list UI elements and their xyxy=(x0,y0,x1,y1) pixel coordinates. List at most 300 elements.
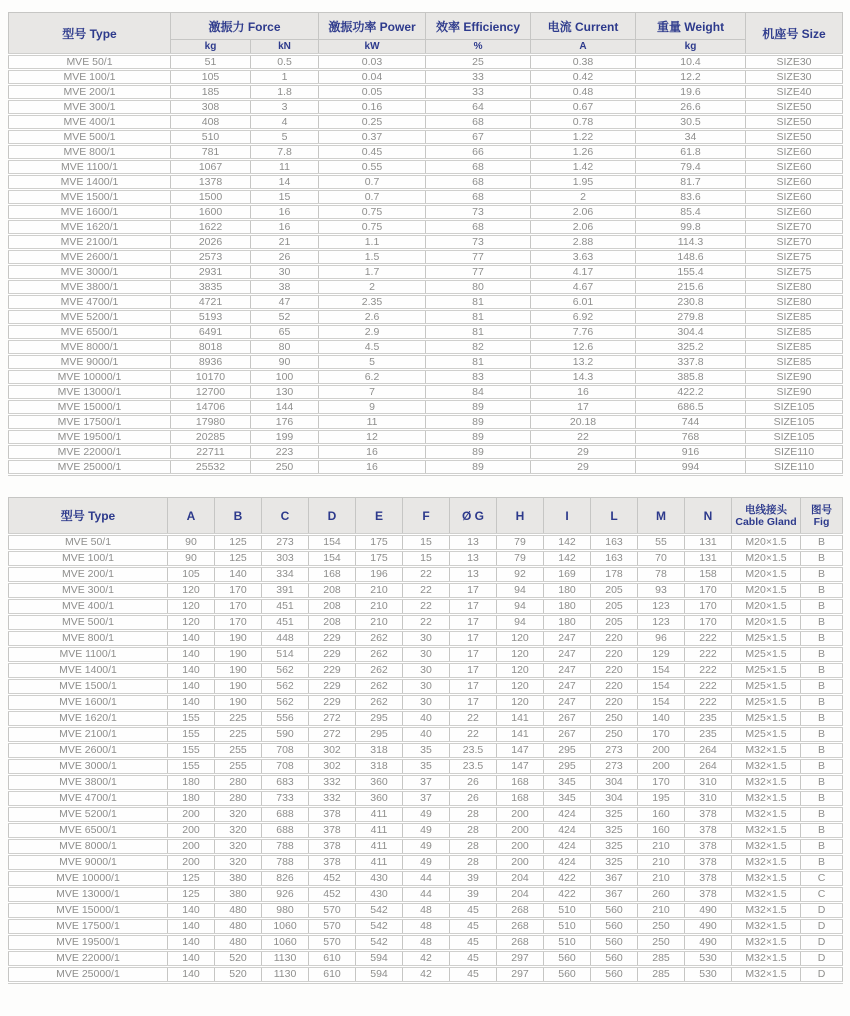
cell: M32×1.5 xyxy=(732,871,801,887)
cell: 147 xyxy=(497,759,544,775)
cell: 163 xyxy=(591,535,638,551)
cell: MVE 22000/1 xyxy=(9,951,168,967)
cell: 320 xyxy=(215,839,262,855)
cell: 140 xyxy=(638,711,685,727)
cell: 34 xyxy=(636,130,746,145)
cell: SIZE60 xyxy=(746,205,843,220)
table-row xyxy=(9,370,843,385)
performance-table xyxy=(8,12,843,476)
cell: SIZE105 xyxy=(746,430,843,445)
cell: M25×1.5 xyxy=(732,679,801,695)
cell: 22711 xyxy=(171,445,251,460)
cell: 1.7 xyxy=(319,265,426,280)
cell: 0.45 xyxy=(319,145,426,160)
cell: 304.4 xyxy=(636,325,746,340)
cell: MVE 1500/1 xyxy=(9,190,171,205)
cell: SIZE70 xyxy=(746,235,843,250)
cell: MVE 3000/1 xyxy=(9,759,168,775)
cell: 170 xyxy=(215,583,262,599)
cell: 0.7 xyxy=(319,190,426,205)
cell: 304 xyxy=(591,775,638,791)
cell: 530 xyxy=(685,951,732,967)
cell: M25×1.5 xyxy=(732,727,801,743)
cell: 1 xyxy=(251,70,319,85)
cell: 23.5 xyxy=(450,743,497,759)
cell: 82 xyxy=(426,340,531,355)
column-header-c: C xyxy=(262,498,309,535)
cell: 89 xyxy=(426,400,531,415)
cell: 222 xyxy=(685,647,732,663)
cell: 229 xyxy=(309,695,356,711)
cell: 744 xyxy=(636,415,746,430)
cell: 190 xyxy=(215,647,262,663)
column-header-a: A xyxy=(168,498,215,535)
cell: 140 xyxy=(168,631,215,647)
column-header-size: 机座号 Size xyxy=(746,13,843,55)
cell: 280 xyxy=(215,791,262,807)
cell: 80 xyxy=(426,280,531,295)
table-row xyxy=(9,871,843,887)
cell: 49 xyxy=(403,823,450,839)
cell: 250 xyxy=(591,711,638,727)
cell: 262 xyxy=(356,663,403,679)
cell: 160 xyxy=(638,823,685,839)
cell: MVE 3000/1 xyxy=(9,265,171,280)
cell: 220 xyxy=(591,695,638,711)
cell: 13 xyxy=(450,551,497,567)
cell: 19.6 xyxy=(636,85,746,100)
cell: 17 xyxy=(450,679,497,695)
cell: 0.05 xyxy=(319,85,426,100)
table-row xyxy=(9,727,843,743)
cell: 120 xyxy=(497,647,544,663)
cell: 255 xyxy=(215,759,262,775)
cell: 13 xyxy=(450,535,497,551)
cell: 268 xyxy=(497,903,544,919)
cell: MVE 500/1 xyxy=(9,130,171,145)
cell: 380 xyxy=(215,887,262,903)
cell: 30 xyxy=(403,647,450,663)
cell: 391 xyxy=(262,583,309,599)
cell: 26 xyxy=(450,791,497,807)
cell: MVE 100/1 xyxy=(9,70,171,85)
cell: 120 xyxy=(497,679,544,695)
cell: 12700 xyxy=(171,385,251,400)
column-header-type: 型号 Type xyxy=(9,13,171,55)
cell: M25×1.5 xyxy=(732,711,801,727)
table-row xyxy=(9,55,843,70)
cell: 45 xyxy=(450,951,497,967)
column-header-l: L xyxy=(591,498,638,535)
cell: 93 xyxy=(638,583,685,599)
cell: 29 xyxy=(531,460,636,475)
cell: 92 xyxy=(497,567,544,583)
cell: SIZE85 xyxy=(746,325,843,340)
cell: 16 xyxy=(251,220,319,235)
cell: MVE 17500/1 xyxy=(9,415,171,430)
cell: SIZE85 xyxy=(746,340,843,355)
cell: MVE 25000/1 xyxy=(9,967,168,983)
cell: 560 xyxy=(591,935,638,951)
performance-table-header xyxy=(9,13,843,55)
cell: SIZE30 xyxy=(746,70,843,85)
cell: 25 xyxy=(426,55,531,70)
cell: 64 xyxy=(426,100,531,115)
cell: 44 xyxy=(403,871,450,887)
cell: 90 xyxy=(251,355,319,370)
cell: MVE 1620/1 xyxy=(9,220,171,235)
cell: 170 xyxy=(685,599,732,615)
cell: 105 xyxy=(171,70,251,85)
cell: 1067 xyxy=(171,160,251,175)
cell: MVE 800/1 xyxy=(9,145,171,160)
cell: C xyxy=(801,887,843,903)
cell: MVE 2100/1 xyxy=(9,727,168,743)
cell: B xyxy=(801,791,843,807)
cell: M25×1.5 xyxy=(732,663,801,679)
table-row xyxy=(9,823,843,839)
cell: 26.6 xyxy=(636,100,746,115)
cell: 89 xyxy=(426,445,531,460)
cell: 77 xyxy=(426,265,531,280)
dimensions-table-header xyxy=(9,498,843,535)
cell: 12.6 xyxy=(531,340,636,355)
cell: MVE 13000/1 xyxy=(9,385,171,400)
cell: 210 xyxy=(638,871,685,887)
cell: 411 xyxy=(356,807,403,823)
cell: 378 xyxy=(685,823,732,839)
cell: 80 xyxy=(251,340,319,355)
cell: 367 xyxy=(591,871,638,887)
cell: 980 xyxy=(262,903,309,919)
cell: B xyxy=(801,743,843,759)
cell: SIZE60 xyxy=(746,190,843,205)
cell: 180 xyxy=(544,615,591,631)
cell: 55 xyxy=(638,535,685,551)
cell: 190 xyxy=(215,679,262,695)
cell: 155.4 xyxy=(636,265,746,280)
cell: SIZE80 xyxy=(746,295,843,310)
cell: 0.38 xyxy=(531,55,636,70)
cell: 2931 xyxy=(171,265,251,280)
cell: 295 xyxy=(544,759,591,775)
cell: 411 xyxy=(356,855,403,871)
cell: 155 xyxy=(168,727,215,743)
cell: 510 xyxy=(544,935,591,951)
cell: 94 xyxy=(497,599,544,615)
table-row xyxy=(9,887,843,903)
cell: 45 xyxy=(450,935,497,951)
cell: MVE 1100/1 xyxy=(9,647,168,663)
cell: 94 xyxy=(497,583,544,599)
table-row xyxy=(9,695,843,711)
cell: 200 xyxy=(168,807,215,823)
cell: 430 xyxy=(356,887,403,903)
cell: 28 xyxy=(450,855,497,871)
cell: 424 xyxy=(544,823,591,839)
cell: 268 xyxy=(497,919,544,935)
cell: 378 xyxy=(309,823,356,839)
table-row xyxy=(9,100,843,115)
cell: 26 xyxy=(251,250,319,265)
cell: 916 xyxy=(636,445,746,460)
cell: M25×1.5 xyxy=(732,695,801,711)
cell: 510 xyxy=(544,919,591,935)
cell: 12 xyxy=(319,430,426,445)
cell: 304 xyxy=(591,791,638,807)
cell: 120 xyxy=(497,631,544,647)
cell: MVE 1400/1 xyxy=(9,175,171,190)
cell: 0.75 xyxy=(319,220,426,235)
cell: 168 xyxy=(497,791,544,807)
cell: MVE 8000/1 xyxy=(9,340,171,355)
cell: 204 xyxy=(497,887,544,903)
cell: MVE 19500/1 xyxy=(9,935,168,951)
cell: 4.5 xyxy=(319,340,426,355)
cell: 520 xyxy=(215,951,262,967)
cell: 33 xyxy=(426,85,531,100)
cell: 131 xyxy=(685,551,732,567)
cell: 49 xyxy=(403,855,450,871)
table-row xyxy=(9,919,843,935)
cell: 2 xyxy=(319,280,426,295)
cell: 154 xyxy=(638,695,685,711)
cell: 123 xyxy=(638,599,685,615)
cell: C xyxy=(801,871,843,887)
cell: B xyxy=(801,711,843,727)
cell: 28 xyxy=(450,823,497,839)
cell: 40 xyxy=(403,711,450,727)
cell: 1130 xyxy=(262,967,309,983)
cell: 81.7 xyxy=(636,175,746,190)
cell: 17 xyxy=(450,695,497,711)
cell: 430 xyxy=(356,871,403,887)
table-row xyxy=(9,190,843,205)
cell: 3 xyxy=(251,100,319,115)
table-row xyxy=(9,535,843,551)
cell: 35 xyxy=(403,759,450,775)
cell: B xyxy=(801,647,843,663)
cell: 6491 xyxy=(171,325,251,340)
cell: 272 xyxy=(309,711,356,727)
cell: B xyxy=(801,567,843,583)
cell: 264 xyxy=(685,743,732,759)
cell: 73 xyxy=(426,235,531,250)
cell: 542 xyxy=(356,903,403,919)
cell: 15 xyxy=(403,551,450,567)
cell: 30.5 xyxy=(636,115,746,130)
column-header-m: M xyxy=(638,498,685,535)
cell: 144 xyxy=(251,400,319,415)
cell: 560 xyxy=(591,967,638,983)
cell: 81 xyxy=(426,355,531,370)
cell: MVE 10000/1 xyxy=(9,370,171,385)
cell: 200 xyxy=(497,823,544,839)
cell: 12.2 xyxy=(636,70,746,85)
cell: M20×1.5 xyxy=(732,599,801,615)
cell: 310 xyxy=(685,775,732,791)
cell: 334 xyxy=(262,567,309,583)
cell: MVE 5200/1 xyxy=(9,310,171,325)
cell: D xyxy=(801,951,843,967)
cell: 686.5 xyxy=(636,400,746,415)
cell: 480 xyxy=(215,903,262,919)
cell: 210 xyxy=(638,903,685,919)
cell: 285 xyxy=(638,967,685,983)
cell: SIZE110 xyxy=(746,445,843,460)
cell: SIZE70 xyxy=(746,220,843,235)
cell: MVE 1100/1 xyxy=(9,160,171,175)
cell: M32×1.5 xyxy=(732,823,801,839)
cell: 20.18 xyxy=(531,415,636,430)
cell: SIZE80 xyxy=(746,280,843,295)
cell: 81 xyxy=(426,295,531,310)
cell: M32×1.5 xyxy=(732,855,801,871)
cell: 120 xyxy=(168,583,215,599)
cell: 208 xyxy=(309,615,356,631)
cell: 26 xyxy=(450,775,497,791)
cell: 3835 xyxy=(171,280,251,295)
table-row xyxy=(9,711,843,727)
cell: 452 xyxy=(309,871,356,887)
cell: 44 xyxy=(403,887,450,903)
cell: M25×1.5 xyxy=(732,631,801,647)
cell: M32×1.5 xyxy=(732,935,801,951)
cell: 788 xyxy=(262,839,309,855)
cell: 220 xyxy=(591,631,638,647)
cell: 250 xyxy=(251,460,319,475)
cell: 250 xyxy=(638,919,685,935)
cell: 708 xyxy=(262,759,309,775)
cell: 155 xyxy=(168,759,215,775)
cell: 297 xyxy=(497,967,544,983)
cell: 81 xyxy=(426,310,531,325)
cell: 5 xyxy=(319,355,426,370)
cell: 590 xyxy=(262,727,309,743)
cell: 140 xyxy=(168,663,215,679)
cell: 768 xyxy=(636,430,746,445)
cell: 273 xyxy=(591,743,638,759)
cell: 0.25 xyxy=(319,115,426,130)
column-header-weight: 重量 Weight xyxy=(636,13,746,40)
cell: 61.8 xyxy=(636,145,746,160)
cell: M32×1.5 xyxy=(732,967,801,983)
cell: 17 xyxy=(450,583,497,599)
cell: 154 xyxy=(309,551,356,567)
cell: B xyxy=(801,855,843,871)
cell: 2.06 xyxy=(531,205,636,220)
table-row xyxy=(9,355,843,370)
cell: 2573 xyxy=(171,250,251,265)
cell: 5193 xyxy=(171,310,251,325)
cell: MVE 300/1 xyxy=(9,583,168,599)
cell: 47 xyxy=(251,295,319,310)
cell: 200 xyxy=(497,839,544,855)
cell: 378 xyxy=(685,839,732,855)
cell: 210 xyxy=(638,855,685,871)
cell: 176 xyxy=(251,415,319,430)
cell: 273 xyxy=(591,759,638,775)
cell: 200 xyxy=(168,839,215,855)
cell: 594 xyxy=(356,967,403,983)
column-header-d: D xyxy=(309,498,356,535)
cell: 9 xyxy=(319,400,426,415)
cell: 210 xyxy=(356,583,403,599)
cell: 570 xyxy=(309,919,356,935)
table-row xyxy=(9,205,843,220)
column-header-efficiency: 效率 Efficiency xyxy=(426,13,531,40)
cell: 295 xyxy=(356,727,403,743)
cell: 28 xyxy=(450,839,497,855)
cell: 10170 xyxy=(171,370,251,385)
cell: 190 xyxy=(215,663,262,679)
cell: 222 xyxy=(685,663,732,679)
cell: 367 xyxy=(591,887,638,903)
cell: 2.88 xyxy=(531,235,636,250)
cell: 0.78 xyxy=(531,115,636,130)
cell: 229 xyxy=(309,647,356,663)
cell: MVE 50/1 xyxy=(9,55,171,70)
cell: 49 xyxy=(403,807,450,823)
cell: MVE 9000/1 xyxy=(9,355,171,370)
cell: 280 xyxy=(215,775,262,791)
cell: 360 xyxy=(356,775,403,791)
cell: 11 xyxy=(319,415,426,430)
cell: 210 xyxy=(356,599,403,615)
cell: 35 xyxy=(403,743,450,759)
cell: 560 xyxy=(544,967,591,983)
cell: SIZE105 xyxy=(746,415,843,430)
cell: 16 xyxy=(531,385,636,400)
cell: MVE 10000/1 xyxy=(9,871,168,887)
cell: 120 xyxy=(497,695,544,711)
cell: 378 xyxy=(685,855,732,871)
column-header-g-diameter: Ø G xyxy=(450,498,497,535)
cell: 424 xyxy=(544,855,591,871)
cell: 199 xyxy=(251,430,319,445)
cell: 10.4 xyxy=(636,55,746,70)
cell: 37 xyxy=(403,775,450,791)
cell: M20×1.5 xyxy=(732,615,801,631)
cell: 222 xyxy=(685,695,732,711)
cell: MVE 3800/1 xyxy=(9,775,168,791)
cell: 66 xyxy=(426,145,531,160)
cell: 1500 xyxy=(171,190,251,205)
cell: 385.8 xyxy=(636,370,746,385)
cell: 163 xyxy=(591,551,638,567)
unit-header-power-kw: kW xyxy=(319,40,426,55)
cell: SIZE60 xyxy=(746,145,843,160)
cell: 229 xyxy=(309,631,356,647)
cell: MVE 100/1 xyxy=(9,551,168,567)
cell: 788 xyxy=(262,855,309,871)
cell: 89 xyxy=(426,460,531,475)
cell: 140 xyxy=(168,951,215,967)
cell: 0.7 xyxy=(319,175,426,190)
cell: 225 xyxy=(215,727,262,743)
cell: 38 xyxy=(251,280,319,295)
cell: 1.95 xyxy=(531,175,636,190)
cell: 8018 xyxy=(171,340,251,355)
cell: M32×1.5 xyxy=(732,743,801,759)
cell: 83 xyxy=(426,370,531,385)
table-row xyxy=(9,967,843,983)
table-row xyxy=(9,175,843,190)
cell: 223 xyxy=(251,445,319,460)
unit-header-efficiency-pct: % xyxy=(426,40,531,55)
cell: 142 xyxy=(544,535,591,551)
cell: 22 xyxy=(531,430,636,445)
